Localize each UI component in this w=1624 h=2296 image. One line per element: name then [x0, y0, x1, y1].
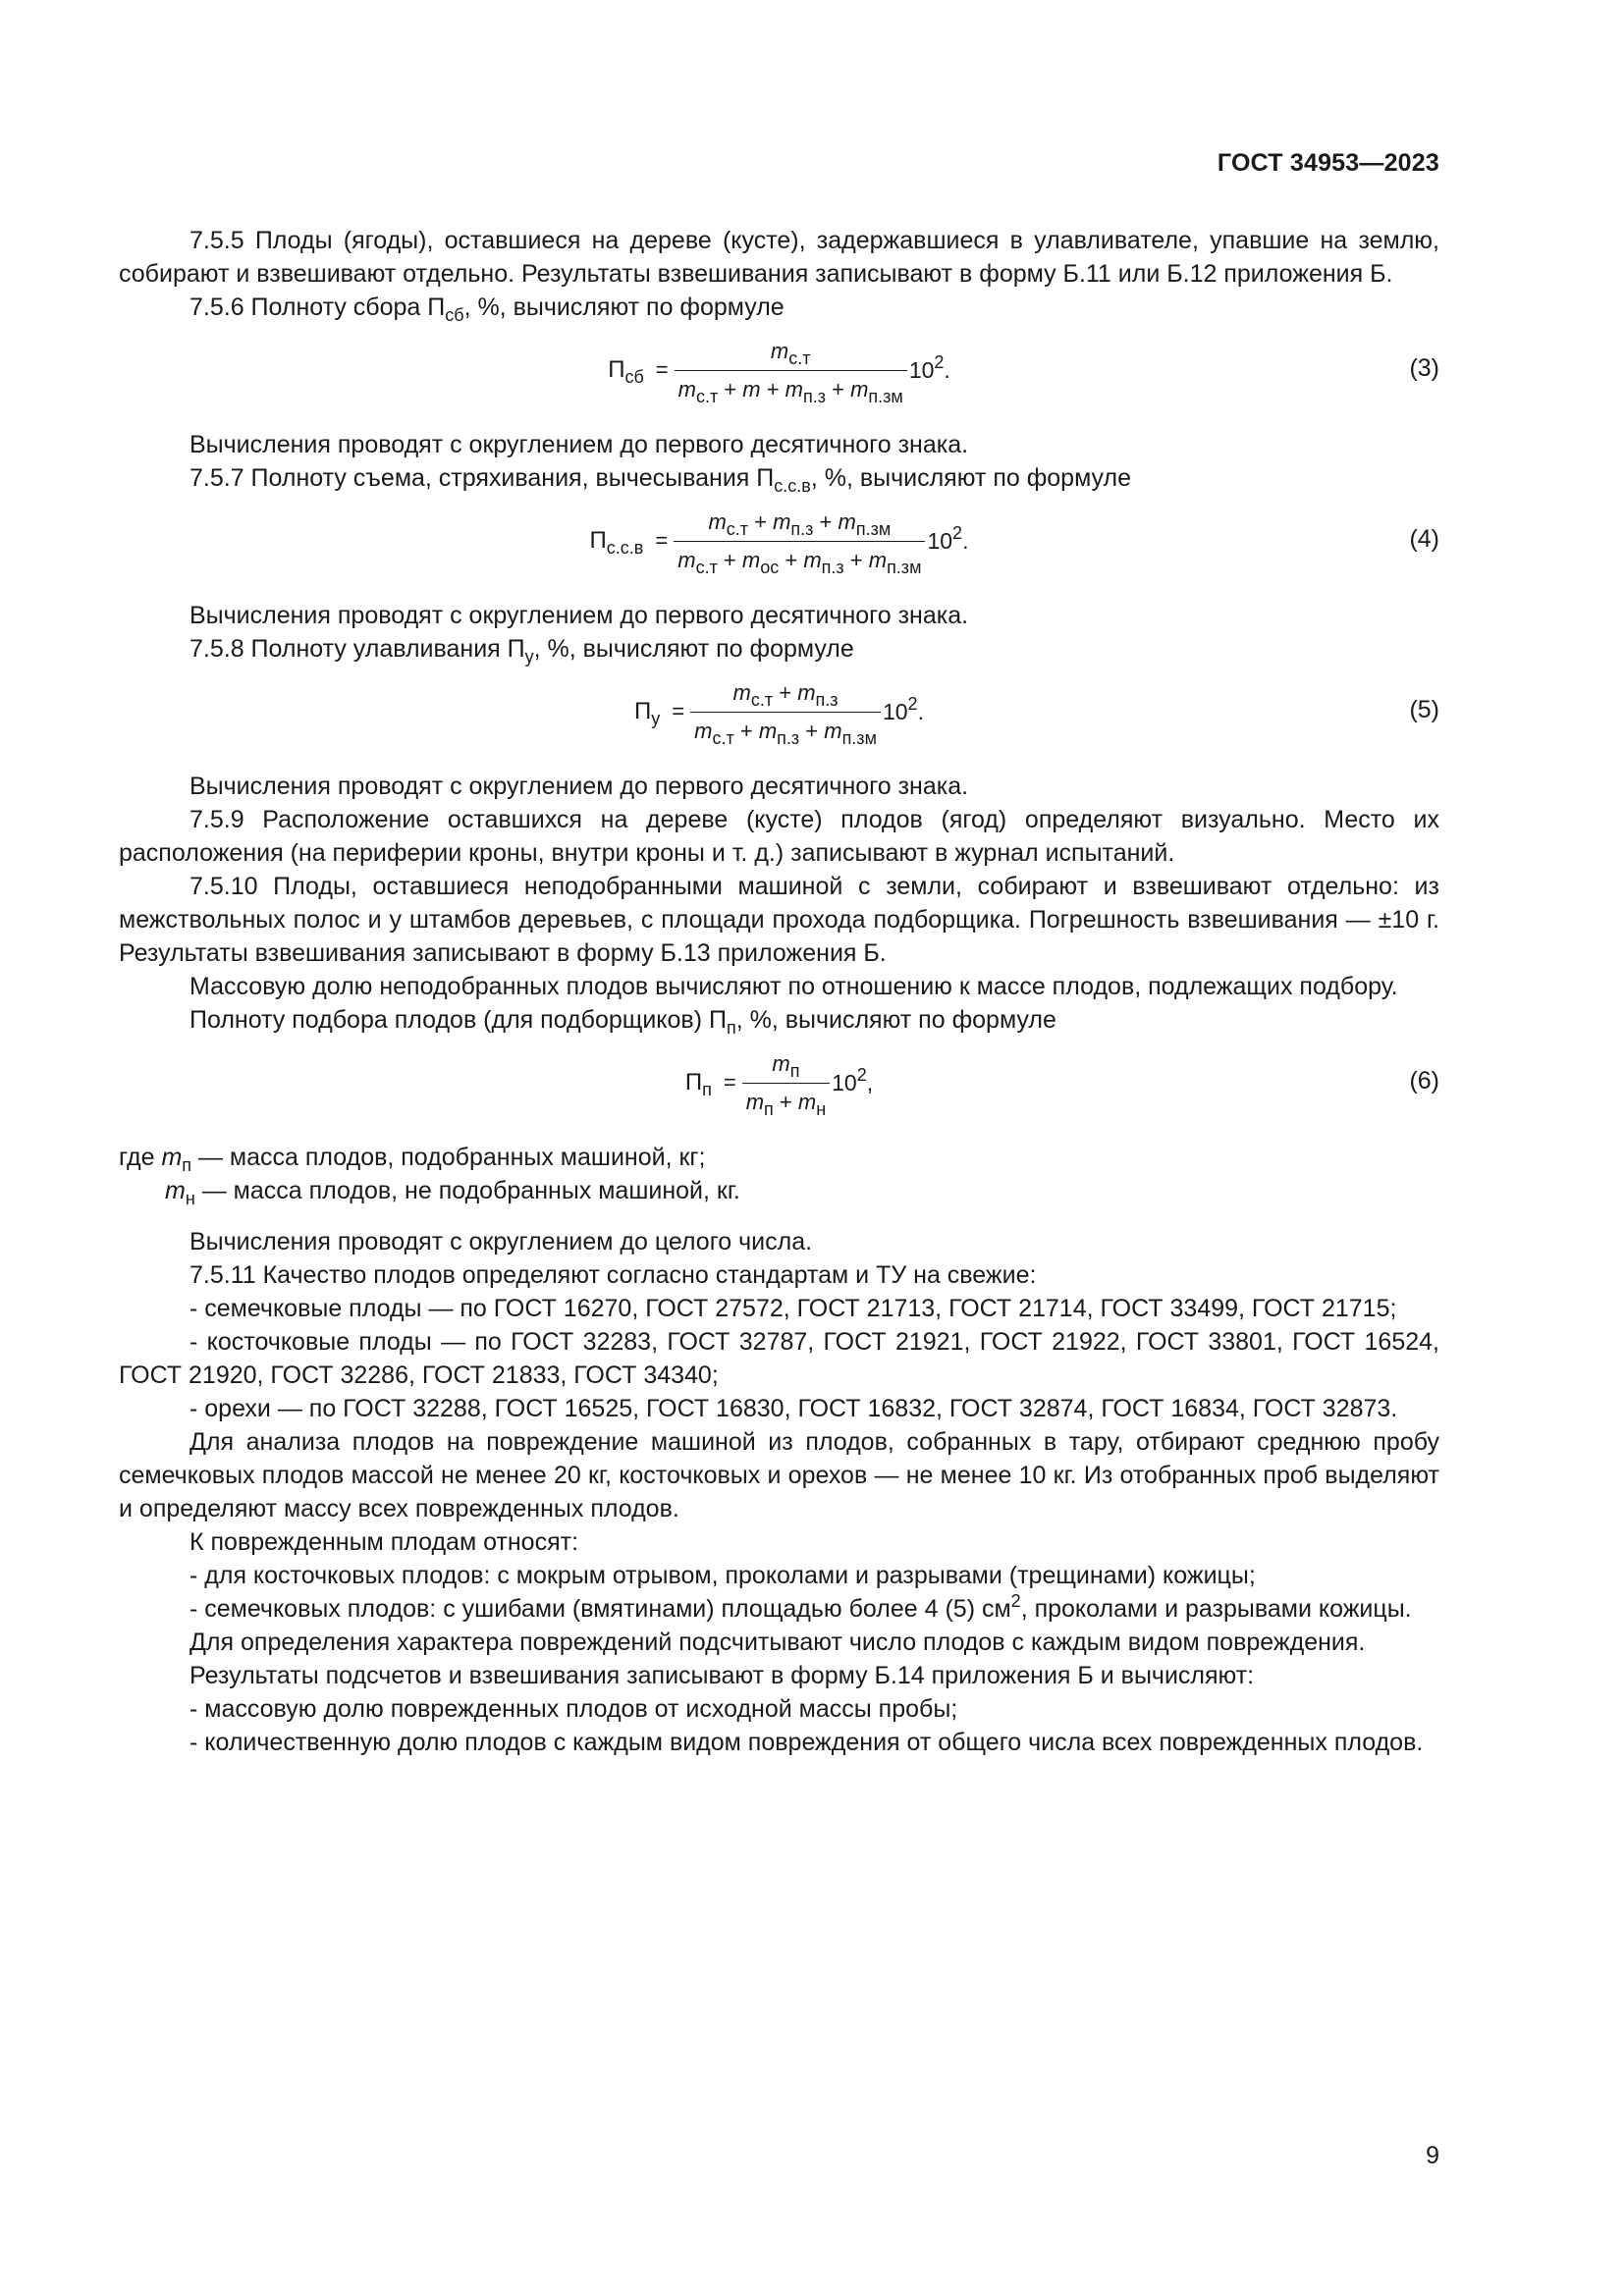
symbol: П [589, 527, 607, 554]
rounding-note: Вычисления проводят с округлением до первого десятичного знака. [189, 431, 969, 458]
subscript: п.з [803, 386, 827, 406]
punctuation: . [917, 699, 924, 724]
punctuation: , [866, 1070, 874, 1095]
variable: m [161, 1144, 183, 1171]
plus-sign: + [733, 718, 759, 743]
variable: m [745, 1089, 765, 1114]
text-run: — масса плодов, подобранных машиной, кг; [191, 1144, 706, 1171]
formula-body [119, 330, 1439, 410]
subscript: с.с.в [774, 476, 811, 496]
variable: m [773, 508, 791, 534]
subscript: п.з [790, 518, 814, 539]
variable: m [785, 376, 803, 401]
plus-sign: + [799, 718, 825, 743]
text-run: 10 [882, 699, 908, 724]
text-run: , %, вычисляют по формуле [810, 464, 1131, 492]
numerator [767, 335, 815, 370]
formula-lhs [685, 1066, 712, 1099]
plus-sign: + [826, 376, 851, 401]
formula-number: (3) [1409, 354, 1439, 382]
subscript: у [651, 709, 661, 728]
variable: m [741, 547, 761, 572]
list-item-pome: - семечковые плоды — по ГОСТ 16270, ГОСТ 27572, ГОСТ 21713, ГОСТ 21714, ГОСТ 33499, ГОСТ 21715; [189, 1295, 1397, 1322]
subscript: п.зм [855, 518, 892, 539]
subscript: п [182, 1155, 192, 1175]
subscript: п.з [821, 557, 844, 577]
plus-sign: + [717, 547, 742, 572]
list-item-stone: - косточковые плоды — по ГОСТ 32283, ГОСТ 32787, ГОСТ 21921, ГОСТ 21922, ГОСТ 33801, ГОСТ 16524, ГОСТ 21920, ГОСТ 32286, ГОСТ 21833, ГОСТ 34340; [119, 1328, 1439, 1389]
text-run: Полноту подбора плодов (для подборщиков) П [189, 1006, 727, 1034]
formula-body [119, 671, 1439, 752]
formula-6 [119, 1042, 1439, 1123]
superscript: 2 [856, 1065, 867, 1085]
formula-number: (5) [1409, 696, 1439, 723]
variable: m [838, 508, 856, 534]
variable: m [732, 679, 751, 705]
symbol: П [634, 698, 652, 724]
equals-sign: = [655, 528, 669, 553]
multiplier [909, 353, 950, 387]
denominator [674, 542, 925, 577]
superscript: 2 [907, 694, 918, 714]
subscript: с.т [695, 557, 718, 577]
equals-sign: = [655, 357, 669, 382]
subscript: п [726, 1018, 736, 1038]
superscript: 2 [952, 523, 963, 543]
variable: m [772, 1050, 790, 1076]
paragraph-pickup [119, 1003, 1439, 1037]
subscript: п [764, 1098, 774, 1119]
page-number: 9 [1426, 2142, 1439, 2169]
numerator [704, 506, 894, 541]
text-run: — масса плодов, не подобранных машиной, кг. [194, 1177, 740, 1204]
formula-lhs [608, 353, 644, 387]
variable: m [803, 547, 822, 572]
text-run: , проколами и разрывами кожицы. [1020, 1595, 1412, 1623]
multiplier [927, 524, 968, 558]
variable: m [694, 718, 713, 743]
paragraph-results: Результаты подсчетов и взвешивания записывают в форму Б.14 приложения Б и вычисляют: [189, 1662, 1255, 1689]
numerator [730, 676, 842, 712]
variable: m [708, 508, 727, 534]
subscript: с.т [750, 689, 774, 710]
variable: m [677, 547, 696, 572]
formula-number: (6) [1409, 1067, 1439, 1095]
text-run: 7.5.6 Полноту сбора П [189, 294, 446, 321]
subscript: п [702, 1080, 712, 1099]
where-clause-mn [119, 1174, 1439, 1207]
list-item-calc-count: - количественную долю плодов с каждым видом повреждения от общего числа всех поврежденных плодов. [189, 1729, 1424, 1756]
text-run: 7.5.7 Полноту съема, стряхивания, вычесывания П [189, 464, 775, 492]
subscript: п.зм [868, 386, 903, 406]
denominator [690, 713, 881, 748]
subscript: н [185, 1189, 195, 1208]
plus-sign: + [760, 376, 785, 401]
symbol: П [608, 356, 625, 383]
spacer [119, 1207, 1439, 1225]
subscript: у [524, 647, 534, 667]
formula-body [119, 501, 1439, 581]
superscript: 2 [1010, 1591, 1021, 1611]
plus-sign: + [718, 376, 743, 401]
subscript: п.з [777, 727, 800, 748]
where-clause-mp [119, 1141, 1439, 1174]
list-item-nuts: - орехи — по ГОСТ 32288, ГОСТ 16525, ГОСТ 16830, ГОСТ 16832, ГОСТ 32874, ГОСТ 16834, ГОСТ 32873. [189, 1395, 1398, 1422]
fraction [742, 1047, 830, 1119]
subscript: с.т [695, 386, 719, 406]
list-item-calc-mass: - массовую долю поврежденных плодов от исходной массы пробы; [189, 1695, 958, 1723]
plus-sign: + [813, 508, 839, 534]
plus-sign: + [779, 547, 804, 572]
rounding-note: Вычисления проводят с округлением до первого десятичного знака. [189, 773, 969, 800]
plus-sign: + [773, 1089, 798, 1114]
paragraph-7-5-7 [119, 461, 1439, 495]
paragraph-7-5-10: 7.5.10 Плоды, оставшиеся неподобранными машиной с земли, собирают и взвешивают отдельно: из межствольных полос и у штамбов деревьев, с площади прохода подборщика. Погрешность взвешивания — ±10 г. Результаты взвешивания записывают в форму Б.13 приложения Б. [119, 873, 1439, 967]
paragraph-7-5-6 [119, 291, 1439, 324]
plus-sign: + [748, 508, 774, 534]
paragraph-7-5-9: 7.5.9 Расположение оставшихся на дереве (кусте) плодов (ягод) определяют визуально. Место их расположения (на периферии кроны, внутри кроны и т. д.) записывают в журнал испытаний. [119, 806, 1439, 867]
fraction [690, 676, 881, 748]
punctuation: . [944, 357, 950, 383]
numerator [768, 1047, 803, 1083]
document-body [119, 224, 1439, 1759]
multiplier [832, 1066, 873, 1099]
fraction [675, 335, 907, 406]
symbol: П [684, 1069, 703, 1095]
fraction [674, 506, 925, 577]
formula-lhs [590, 524, 644, 558]
multiplier [883, 695, 924, 728]
subscript: п.зм [841, 727, 877, 748]
variable: m [797, 679, 816, 705]
formula-lhs [634, 695, 660, 728]
variable: m [165, 1177, 186, 1204]
text-run: 10 [927, 528, 953, 554]
subscript: п [789, 1060, 800, 1081]
text-run: 10 [908, 357, 935, 383]
subscript: п.з [815, 689, 839, 710]
variable: m [742, 376, 761, 401]
plus-sign: + [843, 547, 869, 572]
subscript: с.т [788, 347, 811, 368]
formula-number: (4) [1409, 525, 1439, 553]
equals-sign: = [672, 699, 685, 723]
paragraph-damaged-intro: К поврежденным плодам относят: [189, 1528, 579, 1556]
list-item-damaged-stone: - для косточковых плодов: с мокрым отрывом, проколами и разрывами (трещинами) кожицы; [189, 1562, 1256, 1589]
list-item-damaged-pome [119, 1592, 1439, 1626]
text-run: где [119, 1144, 162, 1171]
subscript: сб [445, 305, 464, 325]
variable: m [850, 376, 869, 401]
variable: m [868, 547, 888, 572]
variable: m [824, 718, 842, 743]
variable: m [770, 338, 789, 363]
text-run: , %, вычисляют по формуле [463, 294, 785, 321]
subscript: сб [624, 367, 644, 387]
superscript: 2 [934, 352, 945, 372]
formula-body [119, 1042, 1439, 1123]
document-code-header: ГОСТ 34953—2023 [1217, 149, 1439, 177]
paragraph-7-5-5: 7.5.5 Плоды (ягоды), оставшиеся на дереве (кусте), задержавшиеся в улавливателе, упавшие на землю, собирают и взвешивают отдельно. Результаты взвешивания записывают в форму Б.11 или Б.12 приложения Б. [119, 227, 1439, 288]
subscript: с.т [726, 518, 749, 539]
text-run: - семечковых плодов: с ушибами (вмятинами) площадью более 4 (5) см [189, 1595, 1011, 1623]
text-run: , %, вычисляют по формуле [735, 1006, 1056, 1034]
punctuation: . [962, 528, 969, 554]
paragraph-damage-type: Для определения характера повреждений подсчитывают число плодов с каждым видом повреждения. [189, 1629, 1366, 1656]
text-run: 7.5.8 Полноту улавливания П [189, 635, 525, 663]
paragraph-mass-share: Массовую долю неподобранных плодов вычисляют по отношению к массе плодов, подлежащих подбору. [189, 973, 1398, 1000]
paragraph-7-5-8 [119, 632, 1439, 666]
formula-3 [119, 330, 1439, 410]
subscript: н [816, 1098, 827, 1119]
variable: m [758, 718, 778, 743]
rounding-note-integer: Вычисления проводят с округлением до целого числа. [189, 1228, 813, 1255]
variable: m [677, 376, 696, 401]
denominator [675, 371, 907, 406]
formula-5 [119, 671, 1439, 752]
variable: m [797, 1089, 817, 1114]
subscript: с.с.в [606, 538, 644, 558]
paragraph-analysis: Для анализа плодов на повреждение машиной из плодов, собранных в тару, отбирают среднюю пробу семечковых плодов массой не менее 20 кг, косточковых и орехов — не менее 10 кг. Из отобранных проб выделяют и определяют массу всех поврежденных плодов. [119, 1428, 1439, 1522]
subscript: п.зм [887, 557, 922, 577]
formula-4 [119, 501, 1439, 581]
text-run: 10 [832, 1070, 857, 1095]
equals-sign: = [723, 1070, 736, 1095]
denominator [742, 1084, 830, 1119]
rounding-note: Вычисления проводят с округлением до первого десятичного знака. [189, 602, 969, 629]
subscript: ос [760, 557, 780, 577]
subscript: с.т [712, 727, 734, 748]
plus-sign: + [773, 679, 798, 705]
text-run: , %, вычисляют по формуле [533, 635, 854, 663]
paragraph-7-5-11: 7.5.11 Качество плодов определяют согласно стандартам и ТУ на свежие: [189, 1261, 1037, 1289]
